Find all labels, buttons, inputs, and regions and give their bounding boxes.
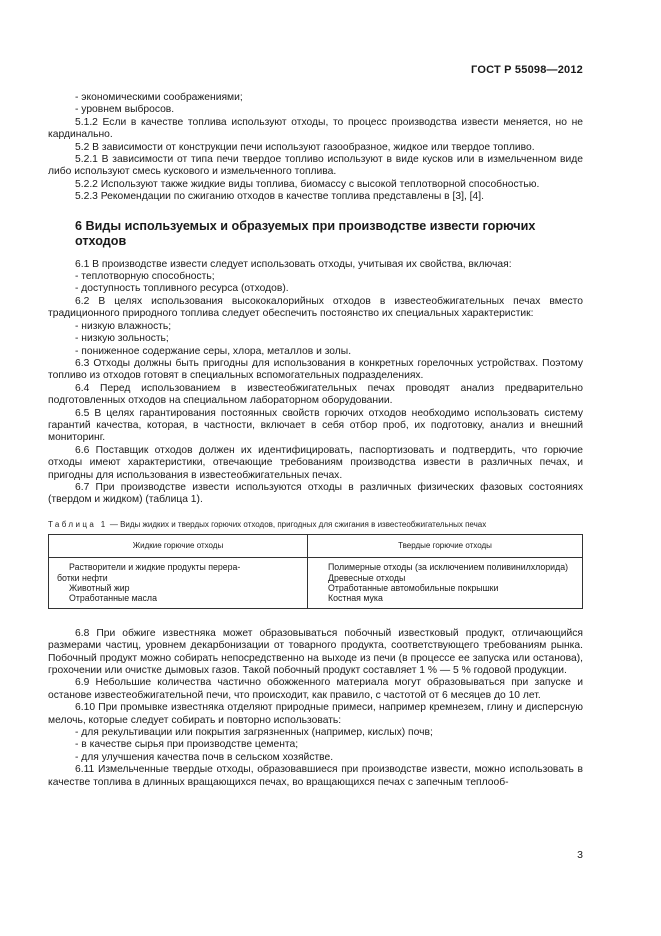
table-cell-line: ботки нефти (57, 572, 108, 583)
paragraph-6-8: 6.8 При обжиге известняка может образовываться побочный известковый продукт, отличающийся размерами частиц, уровнем декарбонизации от товарного продукта, соответствующего требованиям рынка. Побочный продукт можно собирать непосредственно на выходе из печи (в процессе ее запуска или останова), грохочении или очистке дымовых газов. Такой побочный продукт составляет 1 % — 5 % годовой продукции. (48, 627, 583, 677)
table-header-row (49, 534, 583, 557)
table-cell-line: Древесные отходы (327, 572, 406, 583)
paragraph-6-2: 6.2 В целях использования высококалорийных отходов в известеобжигательных печах вместо традиционного природного топлива следует обеспечить постоянство их специальных характеристик: (48, 295, 583, 320)
table-row (49, 558, 583, 609)
table-cell-line: Отработанные автомобильные покрышки (327, 583, 499, 593)
list-item: - пониженное содержание серы, хлора, металлов и золы. (75, 345, 352, 357)
list-item: - доступность топливного ресурса (отходов). (75, 283, 289, 295)
standard-code: ГОСТ Р 55098—2012 (471, 64, 583, 76)
paragraph-6-11: 6.11 Измельченные твердые отходы, образовавшиеся при производстве извести, можно использовать в качестве топлива в длинных вращающихся печах, во вращающихся печах с запечным теплооб- (48, 764, 583, 788)
column-header-solid: Твердые горючие отходы (307, 534, 582, 557)
page-number: 3 (577, 849, 583, 861)
table-cell-line: Костная мука (327, 593, 383, 604)
list-item: - экономическими соображениями; (75, 92, 243, 103)
column-header-liquid: Жидкие горючие отходы (49, 534, 308, 557)
list-item: - в качестве сырья при производстве цемента; (75, 739, 299, 751)
table-cell-line: Полимерные отходы (за исключением поливинилхлорида) (327, 562, 569, 573)
paragraph-6-7: 6.7 При производстве извести используются отходы в различных физических фазовых состояниях (твердом и жидком) (таблица 1). (48, 481, 583, 506)
paragraph-6-9: 6.9 Небольшие количества частично обожженного материала могут образовываться при запуске и останове известеобжигательной печи, что происходит, как правило, с частотой от 6 месяцев до 10 лет. (48, 677, 583, 701)
section-6-heading: 6 Виды используемых и образуемых при производстве извести горючих отходов (75, 218, 536, 248)
fuel-waste-table (48, 534, 583, 609)
paragraph-5-2-1: 5.2.1 В зависимости от типа печи твердое топливо используют в виде кусков или в измельченном виде либо используют смесь кускового и измельченного топлива. (48, 154, 583, 178)
paragraph-6-6: 6.6 Поставщик отходов должен их идентифицировать, паспортизовать и подтвердить, что горючие отходы имеют характеристики, отвечающие требованиям производства извести в различных печах, и пригодны для использования в известеобжигательных печах. (48, 444, 583, 481)
list-item: - низкую влажность; (75, 320, 172, 332)
paragraph-6-1: 6.1 В производстве извести следует использовать отходы, учитывая их свойства, включая: (75, 258, 512, 270)
table-cell-line: Животный жир (69, 583, 130, 593)
paragraph-5-2: 5.2 В зависимости от конструкции печи используют газообразное, жидкое или твердое топливо. (75, 141, 535, 153)
table-cell-line: Отработанные масла (69, 593, 157, 604)
solid-waste-cell (307, 558, 582, 609)
list-item: - теплотворную способность; (75, 271, 215, 283)
list-item: - для улучшения качества почв в сельском хозяйстве. (75, 751, 334, 763)
paragraph-6-5: 6.5 В целях гарантирования постоянных свойств горючих отходов необходимо использовать систему гарантий качества, которая, в частности, включает в себя отбор проб, их подготовку, анализ и внешний мониторинг. (48, 407, 583, 444)
paragraph-6-4: 6.4 Перед использованием в известеобжигательных печах проводят анализ предварительно подготовленных отходов на специальном лабораторном оборудовании. (48, 382, 583, 407)
table-cell-line: Растворители и жидкие продукты перера- (69, 562, 241, 573)
paragraph-5-2-2: 5.2.2 Используют также жидкие виды топлива, биомассу с высокой теплотворной способностью. (75, 178, 540, 190)
table-caption-label: Таблица 1 (48, 519, 108, 529)
paragraph-5-2-3: 5.2.3 Рекомендации по сжиганию отходов в качестве топлива представлены в [3], [4]. (75, 191, 484, 203)
paragraph-6-10: 6.10 При промывке известняка отделяют природные примеси, например кремнезем, глину и дисперсную мелочь, которые следует собирать и повторно использовать: (48, 702, 583, 726)
list-item: - уровнем выбросов. (75, 104, 175, 116)
list-item: - для рекультивации или покрытия загрязненных (например, кислых) почв; (75, 727, 433, 739)
paragraph-6-3: 6.3 Отходы должны быть пригодны для использования в конкретных горелочных устройствах. Поэтому топливо из отходов готовят в специальных вспомогательных подразделениях. (48, 357, 583, 382)
document-body (48, 92, 583, 789)
list-item: - низкую зольность; (75, 333, 169, 345)
table-caption (48, 520, 583, 530)
table-caption-text: — Виды жидких и твердых горючих отходов, пригодных для сжигания в известеобжигательных печах (107, 519, 487, 529)
liquid-waste-cell (49, 558, 308, 609)
paragraph-5-1-2: 5.1.2 Если в качестве топлива используют отходы, то процесс производства извести меняется, но не кардинально. (48, 116, 583, 141)
